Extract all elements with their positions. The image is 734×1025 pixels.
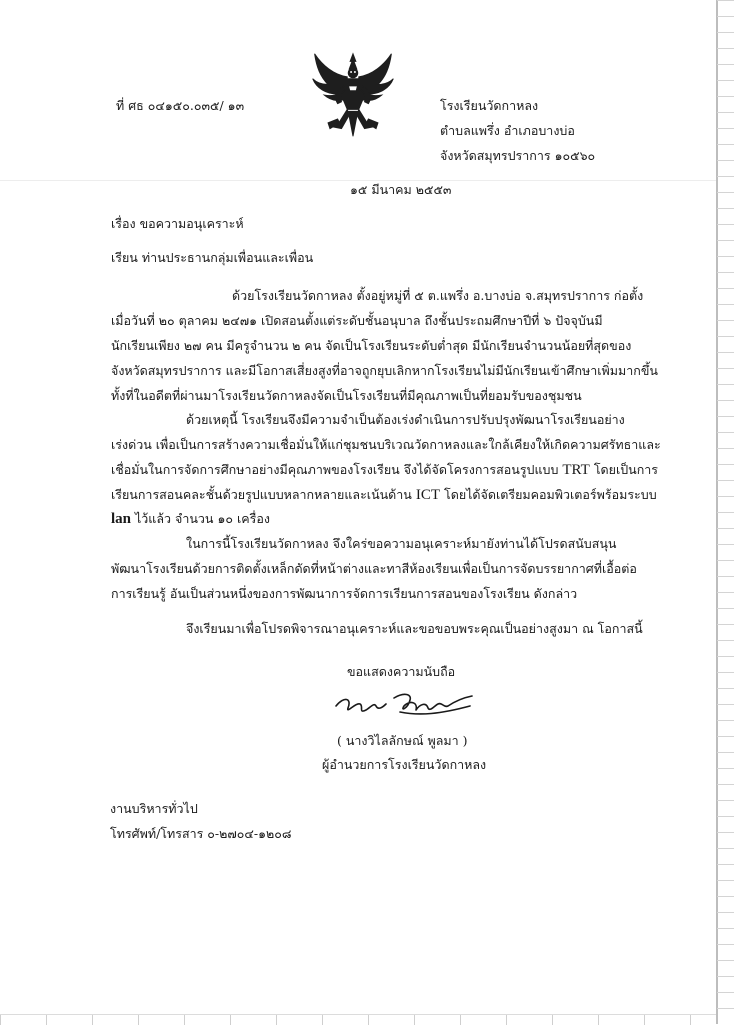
fold-line [0,180,716,181]
regards-line: ขอแสดงความนับถือ [347,664,456,679]
body-p2-line-3-end: โดยเป็นการ [593,462,659,477]
address-line-2: จังหวัดสมุทรปราการ ๑๐๕๖๐ [440,148,596,163]
school-name: โรงเรียนวัดกาหลง [440,98,539,113]
body-p1-line-2: เมื่อวันที่ ๒๐ ตุลาคม ๒๔๗๑ เปิดสอนตั้งแต่ระดับชั้นอนุบาล ถึงชั้นประถมศึกษาปีที่ ๖ ปัจจุบันมี [111,313,603,328]
scan-bottom-edge [0,1014,716,1025]
signer-position: ผู้อำนวยการโรงเรียนวัดกาหลง [322,757,487,772]
recipient-line: เรียน ท่านประธานกลุ่มเพื่อนและเพื่อน [111,250,314,265]
phone-fax-line: โทรศัพท์/โทรสาร ๐-๒๗๐๔-๑๒๐๘ [110,826,292,841]
body-p1-line-3: นักเรียนเพียง ๒๗ คน มีครูจำนวน ๒ คน จัดเป็นโรงเรียนระดับต่ำสุด มีนักเรียนจำนวนน้อยที่สุดของ [111,338,632,353]
body-p2-line-2: เร่งด่วน เพื่อเป็นการสร้างความเชื่อมั่นให้แก่ชุมชนบริเวณวัดกาหลงและใกล้เคียงให้เกิดความศรัทธาและ [111,437,661,452]
body-p1-line-1: ด้วยโรงเรียนวัดกาหลง ตั้งอยู่หมู่ที่ ๕ ต.แพรึ่ง อ.บางบ่อ จ.สมุทรปราการ ก่อตั้ง [232,288,644,303]
subject-line: เรื่อง ขอความอนุเคราะห์ [111,216,244,231]
body-p1-line-5: ทั้งที่ในอดีตที่ผ่านมาโรงเรียนวัดกาหลงจัดเป็นโรงเรียนที่มีคุณภาพเป็นที่ยอมรับของชุมชน [111,388,582,403]
body-p2-line-3 [111,462,658,478]
body-p2-line-4-text: เรียนการสอนคละชั้นด้วยรูปแบบหลากหลายและเน้นด้าน [111,487,412,502]
signer-name: ( นางวิไลลักษณ์ พูลมา ) [337,733,468,748]
body-p2-line-5 [111,511,270,527]
body-p1-line-4: จังหวัดสมุทรปราการ และมีโอกาสเสี่ยงสูงที่อาจถูกยุบเลิกหากโรงเรียนไม่มีนักเรียนเข้าศึกษาเพิ่มมากขึ้น [111,363,658,378]
scan-margin-grid [716,0,734,1024]
reference-number: ที่ ศธ ๐๔๑๕๐.๐๓๕/ ๑๓ [116,98,245,113]
trt-term: TRT [562,462,590,478]
body-p2-line-4-end: โดยได้จัดเตรียมคอมพิวเตอร์พร้อมระบบ [443,487,657,502]
body-p2-line-5-text: ไว้แล้ว จำนวน ๑๐ เครื่อง [135,511,270,526]
address-line-1: ตำบลแพรึ่ง อำเภอบางบ่อ [440,123,575,138]
body-p3-line-2: พัฒนาโรงเรียนด้วยการติดตั้งเหล็กดัดที่หน้าต่างและทาสีห้องเรียนเพื่อเป็นการจัดบรรยากาศที่เอื้อต่อ [111,561,637,576]
department-line: งานบริหารทั่วไป [110,801,198,816]
body-p3-line-3: การเรียนรู้ อันเป็นส่วนหนึ่งของการพัฒนาการจัดการเรียนการสอนของโรงเรียน ดังกล่าว [111,586,578,601]
closing-line: จึงเรียนมาเพื่อโปรดพิจารณาอนุเคราะห์และขอขอบพระคุณเป็นอย่างสูงมา ณ โอกาสนี้ [186,621,643,636]
signature-image [330,688,476,720]
body-p2-line-3-text: เชื่อมั่นในการจัดการศึกษาอย่างมีคุณภาพของโรงเรียน จึงได้จัดโครงการสอนรูปแบบ [111,462,559,477]
lan-term: lan [111,511,132,527]
garuda-emblem-icon [305,48,401,144]
ict-term: ICT [415,487,440,503]
body-p3-line-1: ในการนี้โรงเรียนวัดกาหลง จึงใคร่ขอความอนุเคราะห์มายังท่านได้โปรดสนับสนุน [186,536,617,551]
body-p2-line-1: ด้วยเหตุนี้ โรงเรียนจึงมีความจำเป็นต้องเร่งดำเนินการปรับปรุงพัฒนาโรงเรียนอย่าง [186,412,625,427]
letter-date: ๑๕ มีนาคม ๒๕๕๓ [350,182,452,197]
body-p2-line-4 [111,487,657,503]
